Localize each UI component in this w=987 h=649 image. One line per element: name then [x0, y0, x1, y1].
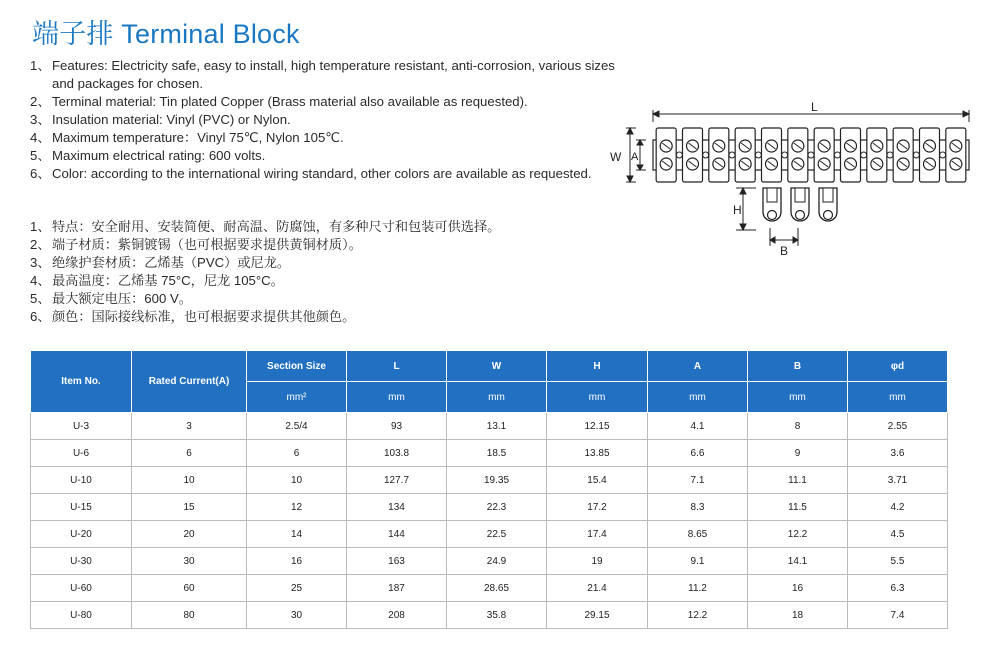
cell-rated-current: 15: [132, 494, 247, 521]
unit-a: mm: [648, 382, 748, 413]
cell-b: 8: [748, 413, 848, 440]
cell-a: 4.1: [648, 413, 748, 440]
cell-item-no: U-20: [31, 521, 132, 548]
feature-number: 3、: [30, 255, 51, 270]
cell-b: 11.1: [748, 467, 848, 494]
cell-phi-d: 5.5: [848, 548, 948, 575]
cell-l: 208: [347, 602, 447, 629]
cell-section-size: 2.5/4: [247, 413, 347, 440]
feature-text: Maximum temperature：Vinyl 75℃, Nylon 105℃.: [52, 130, 344, 145]
feature-number: 2、: [30, 237, 51, 252]
feature-number: 1、: [30, 58, 51, 73]
cell-section-size: 12: [247, 494, 347, 521]
cell-section-size: 30: [247, 602, 347, 629]
cell-item-no: U-15: [31, 494, 132, 521]
header-b: B: [748, 351, 848, 382]
cell-b: 16: [748, 575, 848, 602]
feature-number: 5、: [30, 291, 51, 306]
feature-text: 颜色：国际接线标准，也可根据要求提供其他颜色。: [52, 309, 356, 324]
feature-en-4: [30, 129, 632, 147]
feature-cn-6: [30, 308, 500, 326]
cell-a: 7.1: [648, 467, 748, 494]
cell-phi-d: 6.3: [848, 575, 948, 602]
cell-rated-current: 3: [132, 413, 247, 440]
feature-text: Features: Electricity safe, easy to install, high temperature resistant, anti-corrosion, various sizes and packages for chosen.: [52, 58, 615, 91]
cell-h: 17.4: [547, 521, 648, 548]
dimension-label-W: W: [610, 150, 622, 164]
feature-text: Terminal material: Tin plated Copper (Brass material also available as requested).: [52, 94, 528, 109]
cell-b: 18: [748, 602, 848, 629]
features-chinese-list: [30, 218, 500, 326]
cell-h: 29.15: [547, 602, 648, 629]
unit-l: mm: [347, 382, 447, 413]
table-row: [31, 521, 948, 548]
feature-text: 最高温度：乙烯基 75°C，尼龙 105°C。: [52, 273, 284, 288]
cell-item-no: U-6: [31, 440, 132, 467]
header-section-size: Section Size: [247, 351, 347, 382]
cell-a: 9.1: [648, 548, 748, 575]
lug-detail: [763, 188, 837, 221]
feature-en-1: [30, 57, 632, 93]
cell-l: 93: [347, 413, 447, 440]
cell-w: 19.35: [447, 467, 547, 494]
unit-b: mm: [748, 382, 848, 413]
feature-text: 绝缘护套材质：乙烯基（PVC）或尼龙。: [52, 255, 291, 270]
cell-w: 24.9: [447, 548, 547, 575]
cell-section-size: 14: [247, 521, 347, 548]
cell-w: 35.8: [447, 602, 547, 629]
cell-rated-current: 10: [132, 467, 247, 494]
cell-w: 13.1: [447, 413, 547, 440]
cell-rated-current: 6: [132, 440, 247, 467]
feature-text: 最大额定电压：600 V。: [52, 291, 192, 306]
unit-w: mm: [447, 382, 547, 413]
header-l: L: [347, 351, 447, 382]
feature-text: Insulation material: Vinyl (PVC) or Nylon.: [52, 112, 291, 127]
header-rated-current: Rated Current(A): [132, 351, 247, 413]
spec-table: [30, 350, 948, 629]
cell-b: 12.2: [748, 521, 848, 548]
spec-table-body: [31, 413, 948, 629]
cell-h: 15.4: [547, 467, 648, 494]
cell-w: 28.65: [447, 575, 547, 602]
table-row: [31, 494, 948, 521]
table-row: [31, 413, 948, 440]
cell-item-no: U-80: [31, 602, 132, 629]
feature-cn-4: [30, 272, 500, 290]
table-row: [31, 467, 948, 494]
feature-number: 4、: [30, 130, 51, 145]
cell-l: 134: [347, 494, 447, 521]
cell-phi-d: 4.5: [848, 521, 948, 548]
cell-h: 17.2: [547, 494, 648, 521]
feature-text: 特点：安全耐用、安装简便、耐高温、防腐蚀，有多种尺寸和包装可供选择。: [52, 219, 501, 234]
cell-h: 13.85: [547, 440, 648, 467]
cell-item-no: U-3: [31, 413, 132, 440]
cell-a: 8.65: [648, 521, 748, 548]
features-english-list: [30, 57, 632, 183]
cell-item-no: U-30: [31, 548, 132, 575]
cell-l: 144: [347, 521, 447, 548]
header-w: W: [447, 351, 547, 382]
cell-phi-d: 4.2: [848, 494, 948, 521]
unit-section-size: mm²: [247, 382, 347, 413]
feature-number: 5、: [30, 148, 51, 163]
table-row: [31, 548, 948, 575]
feature-number: 1、: [30, 219, 51, 234]
table-row: [31, 575, 948, 602]
header-h: H: [547, 351, 648, 382]
cell-item-no: U-60: [31, 575, 132, 602]
cell-rated-current: 20: [132, 521, 247, 548]
feature-en-6: [30, 165, 632, 183]
cell-w: 22.3: [447, 494, 547, 521]
cell-a: 11.2: [648, 575, 748, 602]
cell-phi-d: 3.6: [848, 440, 948, 467]
cell-section-size: 25: [247, 575, 347, 602]
feature-number: 3、: [30, 112, 51, 127]
cell-b: 11.5: [748, 494, 848, 521]
feature-text: Maximum electrical rating: 600 volts.: [52, 148, 266, 163]
cell-l: 103.8: [347, 440, 447, 467]
terminal-block-diagram: [606, 100, 976, 265]
cell-b: 14.1: [748, 548, 848, 575]
feature-en-3: [30, 111, 632, 129]
header-a: A: [648, 351, 748, 382]
feature-cn-1: [30, 218, 500, 236]
feature-cn-2: [30, 236, 500, 254]
dimension-label-B: B: [780, 244, 789, 258]
feature-cn-3: [30, 254, 500, 272]
page-title: 端子排 Terminal Block: [32, 19, 300, 49]
table-row: [31, 440, 948, 467]
cell-rated-current: 60: [132, 575, 247, 602]
cell-h: 19: [547, 548, 648, 575]
dimension-label-H: H: [733, 203, 742, 217]
feature-number: 4、: [30, 273, 51, 288]
table-row: [31, 602, 948, 629]
cell-section-size: 16: [247, 548, 347, 575]
cell-phi-d: 2.55: [848, 413, 948, 440]
feature-number: 2、: [30, 94, 51, 109]
dimension-label-L: L: [811, 100, 818, 114]
cell-l: 127.7: [347, 467, 447, 494]
header-phi-d: φd: [848, 351, 948, 382]
cell-item-no: U-10: [31, 467, 132, 494]
cell-l: 187: [347, 575, 447, 602]
feature-en-2: [30, 93, 632, 111]
terminal-strip: [653, 128, 969, 182]
cell-w: 22.5: [447, 521, 547, 548]
unit-phi-d: mm: [848, 382, 948, 413]
cell-rated-current: 30: [132, 548, 247, 575]
feature-text: 端子材质：紫铜镀锡（也可根据要求提供黄铜材质）。: [52, 237, 362, 252]
dimension-label-A: A: [631, 151, 639, 163]
feature-en-5: [30, 147, 632, 165]
cell-b: 9: [748, 440, 848, 467]
cell-l: 163: [347, 548, 447, 575]
cell-phi-d: 7.4: [848, 602, 948, 629]
cell-h: 21.4: [547, 575, 648, 602]
cell-section-size: 6: [247, 440, 347, 467]
cell-w: 18.5: [447, 440, 547, 467]
feature-number: 6、: [30, 166, 51, 181]
cell-h: 12.15: [547, 413, 648, 440]
cell-a: 8.3: [648, 494, 748, 521]
feature-number: 6、: [30, 309, 51, 324]
cell-a: 6.6: [648, 440, 748, 467]
feature-cn-5: [30, 290, 500, 308]
feature-text: Color: according to the international wiring standard, other colors are available as requested.: [52, 166, 592, 181]
cell-a: 12.2: [648, 602, 748, 629]
cell-rated-current: 80: [132, 602, 247, 629]
unit-h: mm: [547, 382, 648, 413]
cell-phi-d: 3.71: [848, 467, 948, 494]
cell-section-size: 10: [247, 467, 347, 494]
header-item-no: Item No.: [31, 351, 132, 413]
